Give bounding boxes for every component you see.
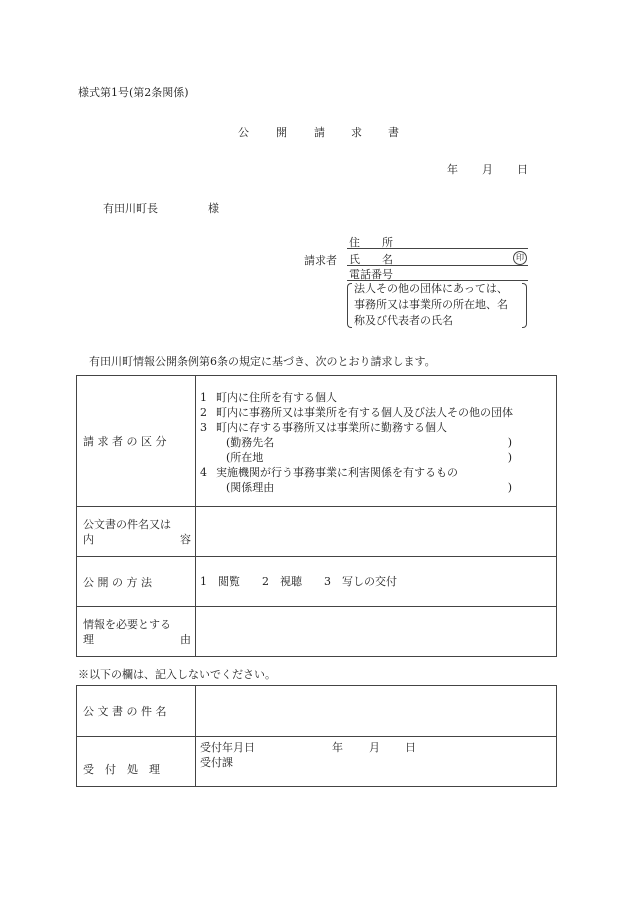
category-options-cell	[196, 376, 557, 507]
workplace-address-field[interactable]: (所在地 )	[226, 450, 512, 464]
corp-note-line: 法人その他の団体にあっては、	[354, 282, 508, 295]
received-month: 月	[369, 741, 380, 754]
intro-text: 有田川町情報公開条例第6条の規定に基づき、次のとおり請求します。	[89, 355, 436, 368]
category-label-cell	[77, 376, 196, 507]
address-label: 住 所	[349, 236, 393, 249]
name-label: 氏 名	[349, 253, 393, 266]
method-label-cell	[77, 557, 196, 607]
method-label: 公 開 の 方 法	[83, 575, 152, 589]
doc-name-input[interactable]	[196, 507, 557, 557]
date-year: 年	[447, 163, 458, 176]
addressee-name: 有田川町長	[103, 202, 158, 215]
date-month: 月	[482, 163, 493, 176]
corp-note-line: 事務所又は事業所の所在地、名	[354, 298, 508, 311]
corp-note-line: 称及び代表者の氏名	[354, 314, 453, 327]
received-year: 年	[332, 741, 343, 754]
reason-input[interactable]	[196, 607, 557, 657]
category-option[interactable]: 3 町内に存する事務所又は事業所に勤務する個人	[200, 420, 447, 434]
reason-label-cell	[77, 607, 196, 657]
office-doc-title-label: 公 文 書 の 件 名	[83, 705, 167, 718]
addressee-honorific: 様	[208, 202, 219, 215]
reception-cell	[196, 737, 557, 787]
title-char: 請	[314, 126, 325, 139]
office-use-note: ※以下の欄は、記入しないでください。	[78, 668, 276, 681]
title-char: 書	[388, 126, 399, 139]
category-option[interactable]: 1 町内に住所を有する個人	[200, 390, 337, 404]
corp-note	[354, 281, 508, 329]
category-label: 請 求 者 の 区 分	[83, 435, 167, 448]
received-date-label: 受付年月日	[200, 741, 255, 754]
form-number: 様式第1号(第2条関係)	[78, 86, 189, 99]
phone-label: 電話番号	[349, 268, 393, 281]
reason-label-line1: 情報を必要とする	[83, 617, 171, 631]
date-day: 日	[517, 163, 528, 176]
category-option[interactable]: 4 実施機関が行う事務事業に利害関係を有するもの	[200, 465, 458, 479]
doc-name-label-cell	[77, 507, 196, 557]
reception-label: 受 付 処 理	[83, 762, 160, 776]
department-label: 受付課	[200, 756, 233, 769]
seal-mark: 印	[513, 251, 527, 265]
reason-label-line2: 理 由	[83, 632, 191, 646]
doc-name-label-line2: 内 容	[83, 532, 191, 546]
title-char: 公	[238, 126, 249, 139]
request-table	[76, 375, 557, 657]
workplace-name-field[interactable]: (勤務先名 )	[226, 435, 512, 449]
category-option[interactable]: 2 町内に事務所又は事業所を有する個人及び法人その他の団体	[200, 405, 513, 419]
interest-reason-field[interactable]: (関係理由 )	[226, 480, 512, 494]
corp-note-bracket-left	[347, 283, 352, 328]
corp-note-bracket-right	[522, 283, 527, 328]
address-underline	[347, 248, 528, 249]
method-options[interactable]: 1 閲覧 2 視聴 3 写しの交付	[196, 557, 557, 607]
requester-label: 請求者	[304, 254, 337, 267]
title-char: 開	[276, 126, 287, 139]
office-doc-title-input	[196, 686, 557, 737]
doc-name-label-line1: 公文書の件名又は	[83, 517, 171, 531]
title-char: 求	[351, 126, 362, 139]
office-doc-title-label-cell	[77, 686, 196, 737]
received-day: 日	[405, 741, 416, 754]
office-table	[76, 685, 557, 787]
reception-label-cell	[77, 737, 196, 787]
